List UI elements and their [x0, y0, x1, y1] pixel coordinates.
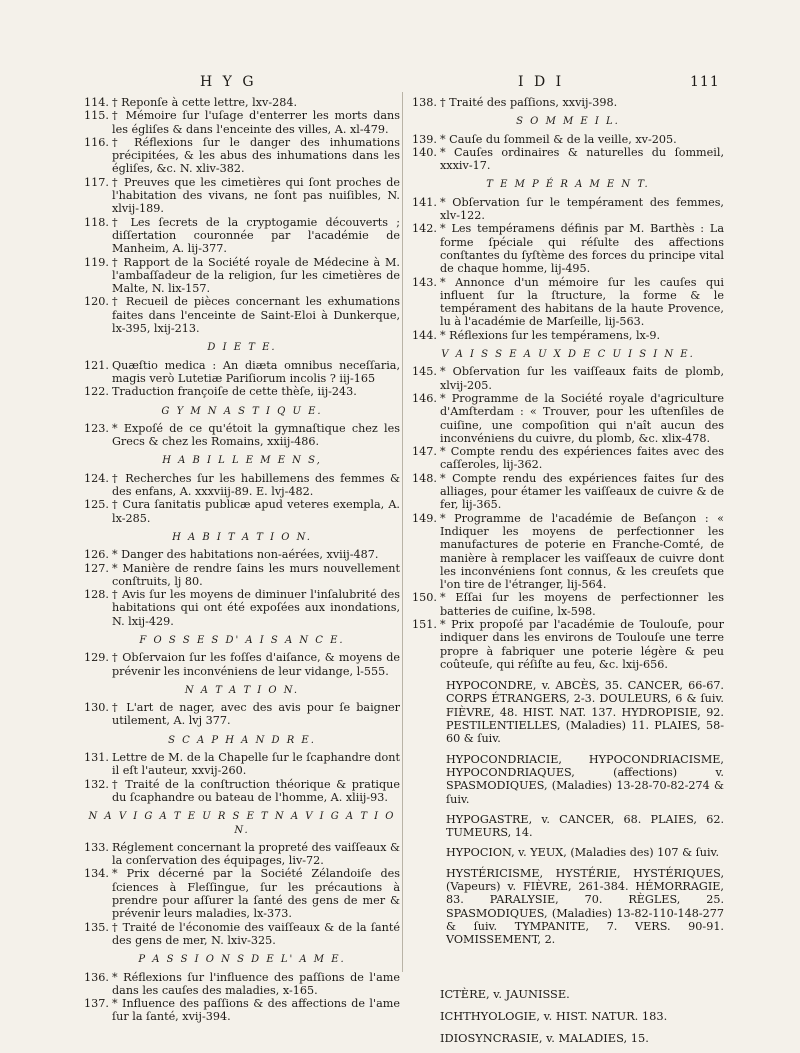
- entry-number: 132.: [84, 777, 109, 791]
- entry-text: † Cura ſanitatis publicæ apud veteres exempla, A. lx-285.: [112, 498, 400, 525]
- entry-number: 119.: [84, 255, 109, 269]
- column-divider: [402, 92, 403, 972]
- left-column: [84, 96, 400, 1024]
- entry-number: 125.: [84, 498, 109, 512]
- bibliography-entry: [412, 133, 724, 146]
- bibliography-entry: [84, 295, 400, 335]
- entry-number: 115.: [84, 109, 109, 123]
- entry-text: Quæſtio medica : An diæta omnibus neceſſaria, magis verò Lutetiæ Pariſiorum incolis ? iij-165: [112, 358, 400, 385]
- entry-text: Réglement concernant la propreté des vaiſſeaux & la conſervation des équipages, liv-72.: [112, 840, 400, 868]
- section-heading: P A S S I O N S D E L' A M E.: [138, 954, 346, 966]
- entry-number: 139.: [412, 132, 437, 146]
- right-column: [412, 96, 724, 1049]
- entry-number: 133.: [84, 840, 109, 854]
- bibliography-entry: [412, 512, 724, 592]
- entry-text: † Reponſe à cette lettre, lxv-284.: [112, 96, 298, 109]
- entry-text: * Programme de la Société royale d'agriculture d'Amſterdam : « Trouver, pour les uſtenſiles de cuiſine, une compoſition qui n'aît aucun des inconvéniens du cuivre, du plomb, &c. xlix-478.: [440, 391, 724, 445]
- section-heading: D I E T E.: [207, 342, 277, 354]
- entry-number: 147.: [412, 445, 437, 459]
- entry-text: † Recueil de pièces concernant les exhumations faites dans l'enceinte de Saint-Eloi à Dunkerque, lx-395, lxij-213.: [112, 295, 400, 336]
- entry-text: * Expoſé de ce qu'étoit la gymnaſtique chez les Grecs & chez les Romains, xxiij-486.: [112, 421, 400, 449]
- entry-text: * Obſervation ſur les vaiſſeaux faits de plomb, xlvij-205.: [440, 365, 724, 392]
- bibliography-entry: [412, 618, 724, 671]
- entry-text: † Traité de l'économie des vaiſſeaux & de la ſanté des gens de mer, N. lxiv-325.: [112, 920, 400, 947]
- entry-number: 146.: [412, 391, 437, 405]
- entry-number: 135.: [84, 920, 109, 934]
- bibliography-entry: [412, 472, 724, 512]
- entry-number: 143.: [412, 275, 437, 289]
- bibliography-entry: [412, 222, 724, 275]
- bibliography-entry: [84, 216, 400, 256]
- bibliography-entry: [412, 276, 724, 329]
- bibliography-entry: [412, 96, 724, 109]
- cross-reference: HYPOCONDRE, v. ABCÈS, 35. CANCER, 66-67. CORPS ÉTRANGERS, 2-3. DOULEURS, 6 & ſuiv. FIÈVRE, 48. HIST. NAT. 137. HYDROPISIE, 92. PESTILENTIELLES, (Maladies) 11. PLAIES, 58-60 & ſuiv.: [446, 679, 724, 746]
- entry-text: * Les tempéramens définis par M. Barthès : La forme ſpéciale qui réſulte des affections conſtantes du ſyſtème des forces du principe vital de chaque homme, lij-495.: [440, 222, 724, 276]
- section-heading: S C A P H A N D R E.: [168, 734, 316, 746]
- entry-text: † L'art de nager, avec des avis pour ſe baigner utilement, A. lvj 377.: [112, 701, 400, 728]
- entry-number: 144.: [412, 328, 437, 342]
- entry-number: 128.: [84, 588, 109, 602]
- entry-text: * Prix décerné par la Société Zélandoiſe des ſciences à Fleſſingue, ſur les précautions à prendre pour aſſurer la ſanté des gens de mer & prévenir leurs maladies, lx-373.: [112, 867, 400, 921]
- bibliography-entry: [84, 96, 400, 109]
- bibliography-entry: [84, 359, 400, 386]
- entry-number: 121.: [84, 358, 109, 372]
- entry-text: † Avis ſur les moyens de diminuer l'inſalubrité des habitations qui ont été expoſées aux inondations, N. lxij-429.: [112, 588, 400, 628]
- entry-number: 129.: [84, 651, 109, 665]
- bibliography-entry: [84, 921, 400, 948]
- entry-text: * Cauſe du ſommeil & de la veille, xv-205.: [440, 132, 677, 146]
- entry-text: † Les ſecrets de la cryptogamie découverts ; diſſertation couronnée par l'académie de Manheim, A. lij-377.: [112, 215, 400, 256]
- cross-reference: HYPOCONDRIACIE, HYPOCONDRIACISME, HYPOCONDRIAQUES, (affections) v. SPASMODIQUES, (Maladies) 13-28-70-82-274 & ſuiv.: [446, 752, 724, 806]
- bibliography-entry: [412, 445, 724, 472]
- index-entry: IDIOSYNCRASIE, v. MALADIES, 15.: [440, 1030, 649, 1045]
- entry-number: 114.: [84, 96, 109, 109]
- entry-number: 142.: [412, 222, 437, 236]
- entry-number: 118.: [84, 215, 109, 229]
- section-heading: F O S S E S D' A I S A N C E.: [139, 634, 345, 646]
- entry-number: 145.: [412, 365, 437, 379]
- bibliography-entry: [84, 548, 400, 561]
- entry-number: 122.: [84, 385, 109, 399]
- entry-number: 126.: [84, 548, 109, 562]
- section-heading: T E M P É R A M E N T.: [486, 179, 650, 191]
- bibliography-entry: [84, 385, 400, 398]
- entry-text: † Recherches ſur les habillemens des femmes & des enfans, A. xxxviij-89. E. lvj-482.: [112, 471, 400, 499]
- entry-text: * Cauſes ordinaires & naturelles du ſommeil, xxxiv-17.: [440, 145, 724, 173]
- index-entry: ICHTHYOLOGIE, v. HIST. NATUR. 183.: [440, 1008, 668, 1023]
- bibliography-entry: [84, 562, 400, 589]
- entry-text: * Réflexions ſur les tempéramens, lx-9.: [440, 328, 661, 342]
- cross-reference: HYSTÉRICISME, HYSTÉRIE, HYSTÉRIQUES, (Vapeurs) v. FIÈVRE, 261-384. HÉMORRAGIE, 83. PARALYSIE, 70. RÈGLES, 25. SPASMODIQUES, (Maladies) 13-82-110-148-277 & ſuiv. TYMPANITE, 7. VERS. 90-91. VOMISSEMENT, 2.: [446, 866, 724, 947]
- entry-number: 148.: [412, 471, 437, 485]
- bibliography-entry: [84, 778, 400, 805]
- entry-number: 123.: [84, 421, 109, 435]
- bibliography-entry: [84, 176, 400, 216]
- entry-number: 137.: [84, 997, 109, 1011]
- bibliography-entry: [84, 256, 400, 296]
- entry-text: * Réflexions ſur l'influence des paſſions de l'ame dans les cauſes des maladies, x-165.: [112, 970, 400, 997]
- section-heading: N A V I G A T E U R S E T N A V I G A T I O N.: [88, 811, 396, 836]
- bibliography-entry: [84, 498, 400, 525]
- entry-text: * Influence des paſſions & des affections de l'ame ſur la ſanté, xvij-394.: [112, 997, 400, 1024]
- entry-text: † Traité de la conſtruction théorique & pratique du ſcaphandre ou bateau de l'homme, A. xliij-93.: [112, 777, 400, 804]
- entry-text: * Prix propoſé par l'académie de Toulouſe, pour indiquer dans les environs de Toulouſe une terre propre à fabriquer une poterie légère & peu coûteuſe, qui réſiſte au feu, &c. lxij-656.: [440, 617, 724, 671]
- entry-number: 149.: [412, 511, 437, 525]
- section-heading: V A I S S E A U X D E C U I S I N E.: [441, 349, 695, 361]
- entry-number: 136.: [84, 970, 109, 984]
- entry-text: * Annonce d'un mémoire ſur les cauſes qui influent ſur la ſtructure, la forme & le tempérament des habitans de la haute Provence, lu à l'académie de Marſeille, lij-563.: [440, 275, 724, 329]
- bibliography-entry: [84, 651, 400, 678]
- bibliography-entry: [412, 392, 724, 445]
- index-entry: ICTÈRE, v. JAUNISSE.: [440, 986, 570, 1001]
- entry-text: * Programme de l'académie de Beſançon : « Indiquer les moyens de perfectionner les manufactures de poterie en Franche-Comté, de manière à remplacer les vaiſſeaux de cuivre dont les inconvéniens ſont connus, & les creuſets que l'on tire de l'étranger, lij-564.: [440, 511, 724, 592]
- entry-text: * Manière de rendre ſains les murs nouvellement conſtruits, lj 80.: [112, 561, 400, 588]
- entry-number: 130.: [84, 701, 109, 715]
- bibliography-entry: [84, 109, 400, 136]
- entry-text: † Obſervaion ſur les foſſes d'aiſance, & moyens de prévenir les inconvéniens de leur vidange, l-555.: [112, 651, 400, 678]
- entry-number: 127.: [84, 561, 109, 575]
- running-head-left: H Y G: [200, 74, 257, 90]
- entry-number: 124.: [84, 471, 109, 485]
- cross-reference: HYPOGASTRE, v. CANCER, 68. PLAIES, 62. TUMEURS, 14.: [446, 812, 724, 840]
- entry-number: 131.: [84, 751, 109, 765]
- bibliography-entry: [84, 422, 400, 449]
- entry-number: 150.: [412, 591, 437, 605]
- cross-reference-block: [412, 679, 724, 946]
- entry-number: 117.: [84, 175, 109, 189]
- entry-text: * Obſervation ſur le tempérament des femmes, xlv-122.: [440, 195, 724, 223]
- bibliography-entry: [84, 588, 400, 628]
- entry-number: 140.: [412, 145, 437, 159]
- entry-text: † Traité des paſſions, xxvij-398.: [440, 96, 618, 109]
- bibliography-entry: [412, 365, 724, 392]
- entry-number: 134.: [84, 867, 109, 881]
- entry-text: * Danger des habitations non-aérées, xviij-487.: [112, 548, 379, 562]
- entry-text: † Preuves que les cimetières qui ſont proches de l'habitation des vivans, ne ſont pas nuiſibles, N. xlvij-189.: [112, 175, 400, 216]
- bibliography-entry: [84, 867, 400, 920]
- entry-number: 151.: [412, 617, 437, 631]
- right-entries: [412, 96, 724, 671]
- bibliography-entry: [84, 136, 400, 176]
- entry-text: * Eſſai ſur les moyens de perfectionner les batteries de cuiſine, lx-598.: [440, 591, 724, 618]
- entry-number: 116.: [84, 135, 109, 149]
- section-heading: S O M M E I L.: [516, 116, 620, 128]
- index-entries: [440, 983, 724, 1049]
- entry-text: Lettre de M. de la Chapelle ſur le ſcaphandre dont il eſt l'auteur, xxvij-260.: [112, 751, 400, 778]
- entry-number: 138.: [412, 96, 437, 109]
- bibliography-entry: [84, 971, 400, 998]
- entry-text: Traduction françoiſe de cette thèſe, iij-243.: [112, 385, 357, 399]
- bibliography-entry: [412, 196, 724, 223]
- cross-reference: HYPOCION, v. YEUX, (Maladies des) 107 & ſuiv.: [446, 846, 720, 860]
- entry-number: 120.: [84, 295, 109, 309]
- bibliography-entry: [84, 701, 400, 728]
- bibliography-entry: [84, 472, 400, 499]
- section-heading: N A T A T I O N.: [184, 684, 300, 696]
- entry-text: † Mémoire ſur l'uſage d'enterrer les morts dans les égliſes & dans l'enceinte des villes, A. xl-479.: [112, 109, 400, 136]
- entry-text: * Compte rendu des expériences faites avec des caſſeroles, lij-362.: [440, 445, 724, 472]
- entry-number: 141.: [412, 195, 437, 209]
- bibliography-entry: [412, 146, 724, 173]
- entry-text: † Réflexions ſur le danger des inhumations précipitées, & les abus des inhumations dans les égliſes, &c. N. xliv-382.: [112, 135, 400, 176]
- page-number: 111: [690, 74, 720, 90]
- bibliography-entry: [84, 997, 400, 1024]
- section-heading: H A B I L L E M E N S,: [162, 455, 322, 467]
- section-heading: G Y M N A S T I Q U E.: [161, 405, 323, 417]
- entry-text: * Compte rendu des expériences faites ſur des alliages, pour étamer les vaiſſeaux de cuivre & de fer, lij-365.: [440, 471, 724, 512]
- bibliography-entry: [412, 591, 724, 618]
- bibliography-entry: [412, 329, 724, 342]
- entry-text: † Rapport de la Société royale de Médecine à M. l'ambaſſadeur de la religion, ſur les cimetières de Malte, N. lix-157.: [112, 255, 400, 296]
- bibliography-entry: [84, 751, 400, 778]
- bibliography-entry: [84, 841, 400, 868]
- running-head-center: I D I: [518, 74, 565, 90]
- section-heading: H A B I T A T I O N.: [172, 531, 312, 543]
